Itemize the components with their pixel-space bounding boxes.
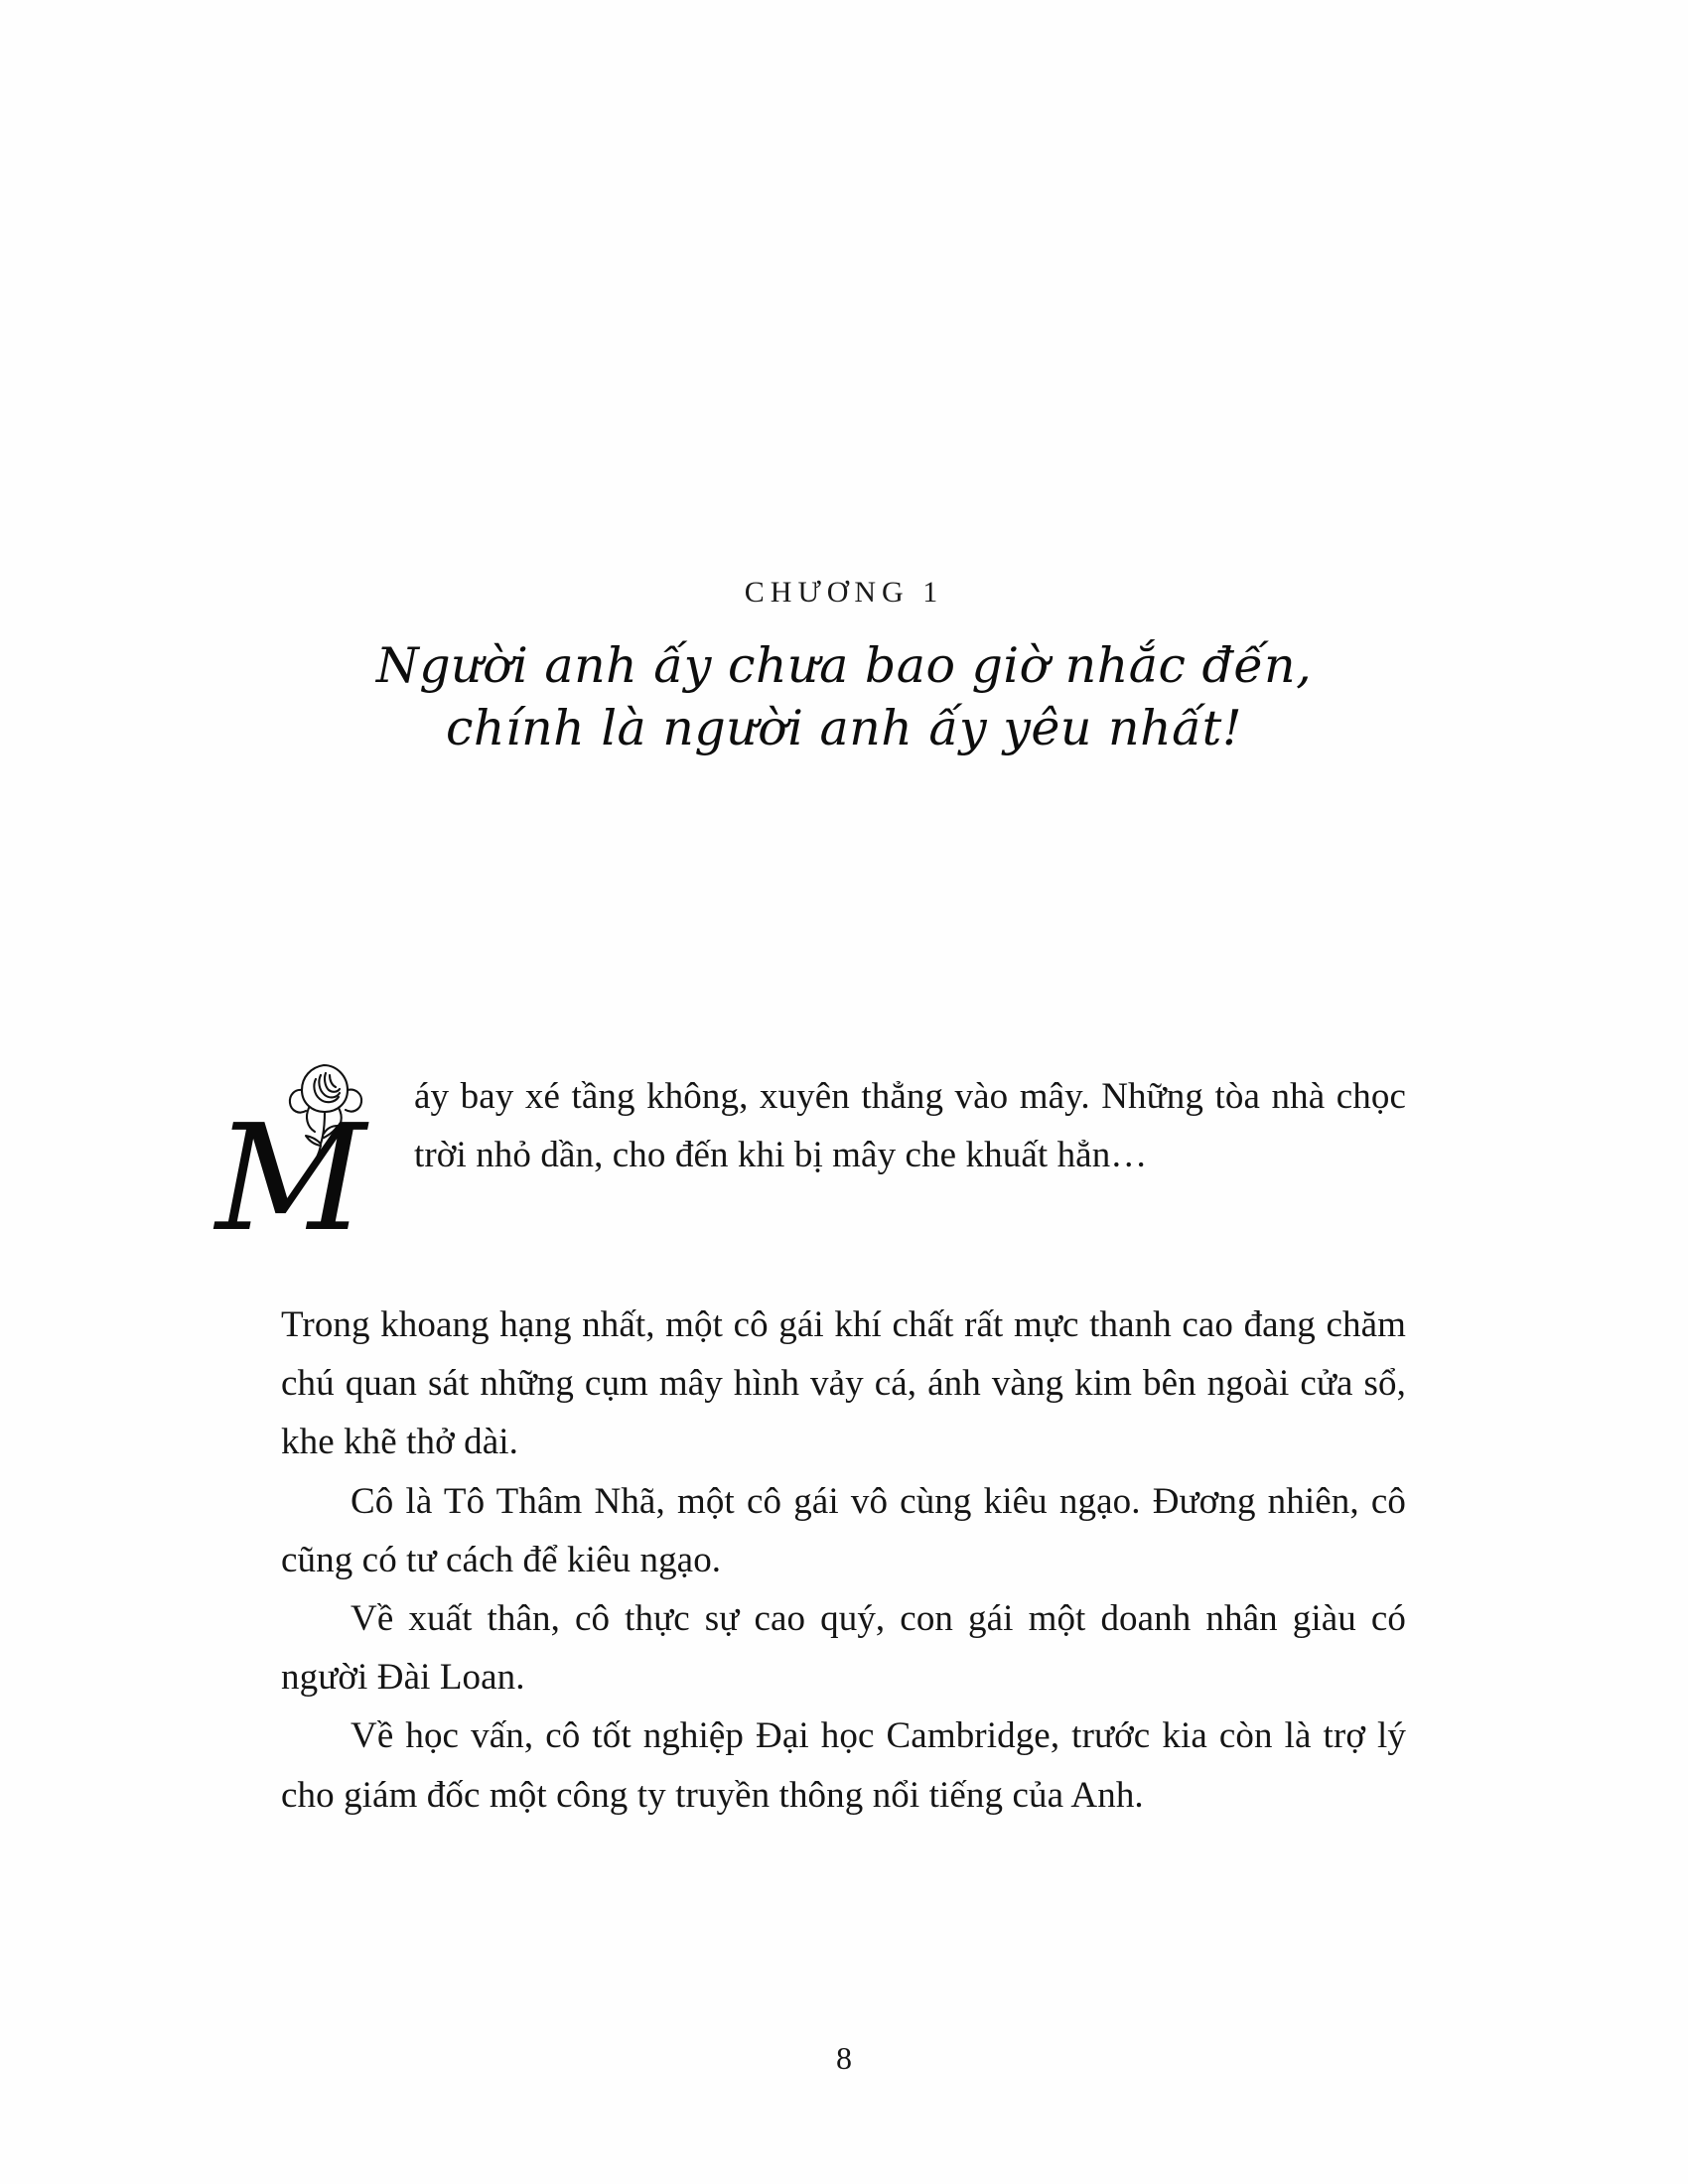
paragraph: áy bay xé tầng không, xuyên thẳng vào mây. Những tòa nhà chọc trời nhỏ dần, cho đến khi bị mây che khuất hẳn…: [414, 1076, 1406, 1176]
chapter-label: CHƯƠNG 1: [744, 576, 944, 609]
paragraph: Cô là Tô Thâm Nhã, một cô gái vô cùng kiêu ngạo. Đương nhiên, cô cũng có tư cách để kiêu ngạo.: [281, 1480, 1406, 1580]
rose-ornament-icon: [210, 1053, 408, 1264]
first-paragraph-block: [215, 1067, 1406, 1296]
paragraph: Trong khoang hạng nhất, một cô gái khí chất rất mực thanh cao đang chăm chú quan sát những cụm mây hình vảy cá, ánh vàng kim bên ngoài cửa sổ, khe khẽ thở dài.: [281, 1304, 1406, 1463]
body-text-column: [215, 1067, 1406, 1825]
page-title: [0, 635, 1688, 759]
paragraph: Về học vấn, cô tốt nghiệp Đại học Cambridge, trước kia còn là trợ lý cho giám đốc một công ty truyền thông nổi tiếng của Anh.: [281, 1715, 1406, 1816]
page-number: 8: [836, 2040, 852, 2076]
paragraph: Về xuất thân, cô thực sự cao quý, con gái một doanh nhân giàu có người Đài Loan.: [281, 1597, 1406, 1699]
drop-cap-letter: M: [215, 1093, 366, 1264]
chapter-title-line-1: Người anh ấy chưa bao giờ nhắc đến,: [375, 637, 1313, 694]
chapter-title-line-2: chính là người anh ấy yêu nhất!: [445, 699, 1243, 756]
chapter-heading: [0, 576, 1688, 759]
